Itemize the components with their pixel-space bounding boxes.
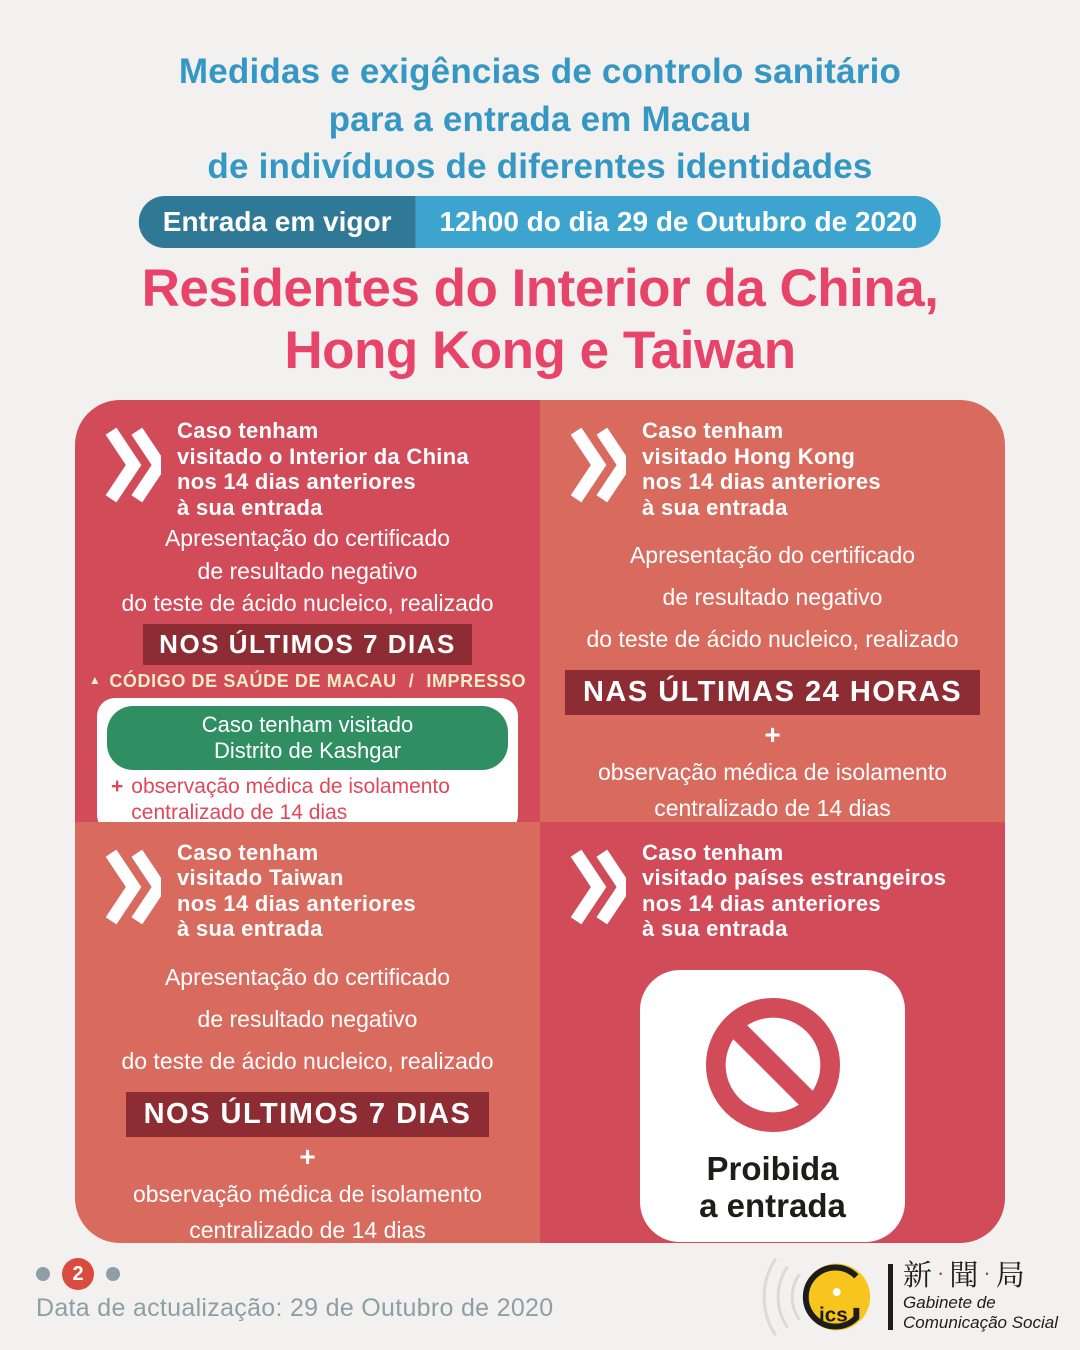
card-heading-line: visitado países estrangeiros (642, 865, 947, 891)
card-heading-line: Caso tenham (177, 839, 319, 865)
logo-latin-line: Comunicação Social (903, 1312, 1058, 1332)
kashgar-note (107, 774, 508, 822)
double-chevron-icon (103, 422, 161, 508)
card-heading-line: visitado Taiwan (177, 865, 344, 891)
requirements-grid (75, 400, 1005, 1243)
kashgar-note-text (131, 774, 450, 822)
card-body-line: do teste de ácido nucleico, realizado (586, 626, 959, 653)
card-body-line: de resultado negativo (197, 1005, 418, 1032)
card-body-line: do teste de ácido nucleico, realizado (121, 1047, 494, 1074)
health-code-suffix: IMPRESSO (426, 671, 527, 692)
effective-date-label: Entrada em vigor (139, 196, 416, 248)
card-heading-line: Caso tenham (642, 839, 784, 865)
entry-prohibited-line: a entrada (699, 1186, 846, 1224)
page-indicator (36, 1258, 120, 1290)
logo-text (903, 1261, 1058, 1333)
card-hong-kong (540, 400, 1005, 822)
logo-cjk-name (903, 1261, 1058, 1293)
period-tag: NAS ÚLTIMAS 24 HORAS (565, 670, 980, 715)
card-body (75, 956, 540, 1082)
entry-prohibited-text (640, 1151, 905, 1225)
audience-title-line: Hong Kong e Taiwan (284, 321, 796, 380)
effective-date-value: 12h00 do dia 29 de Outubro de 2020 (416, 196, 942, 248)
card-body-line: Apresentação do certificado (629, 542, 916, 569)
health-code-separator: / (408, 671, 415, 692)
isolation-note-line: centralizado de 14 dias (189, 1216, 426, 1243)
card-body-line: Apresentação do certificado (164, 963, 451, 990)
card-header (75, 400, 540, 520)
page-title (0, 48, 1080, 191)
card-body-line: do teste de ácido nucleico, realizado (121, 590, 494, 617)
triangle-marker-icon: ▲ (88, 673, 102, 688)
update-date-note: Data de actualização: 29 de Outubro de 2020 (36, 1294, 554, 1322)
page-title-line: Medidas e exigências de controlo sanitário (178, 52, 902, 91)
no-entry-icon (698, 990, 848, 1140)
logo-dot: · (983, 1260, 994, 1285)
kashgar-note-line: centralizado de 14 dias (131, 800, 348, 822)
entry-prohibited-line: Proibida (706, 1149, 839, 1187)
card-header (75, 822, 540, 942)
card-body (75, 522, 540, 620)
card-taiwan (75, 822, 540, 1244)
card-body-line: Apresentação do certificado (164, 525, 451, 552)
effective-date-badge (139, 196, 941, 248)
card-heading (177, 416, 469, 520)
period-tag-row (75, 624, 540, 665)
kashgar-pill (107, 706, 508, 770)
card-heading-line: à sua entrada (642, 494, 788, 520)
card-heading-line: nos 14 dias anteriores (642, 469, 881, 495)
card-heading-line: Caso tenham (642, 418, 784, 443)
gcs-logo-mark-icon (760, 1252, 878, 1342)
card-body (540, 534, 1005, 660)
kashgar-note-line: observação médica de isolamento (131, 774, 450, 798)
kashgar-box (97, 698, 518, 821)
logo-divider (888, 1264, 893, 1330)
plus-sign: + (299, 1140, 316, 1172)
page-title-line: para a entrada em Macau (328, 99, 752, 139)
period-tag: NOS ÚLTIMOS 7 DIAS (126, 1092, 490, 1137)
plus-sign: + (764, 719, 781, 751)
isolation-note-line: observação médica de isolamento (132, 1180, 483, 1207)
card-heading-line: nos 14 dias anteriores (642, 890, 881, 916)
card-heading-line: nos 14 dias anteriores (177, 890, 416, 916)
entry-prohibited-box (640, 970, 905, 1243)
isolation-note-line: centralizado de 14 dias (654, 795, 891, 822)
isolation-note (75, 1177, 540, 1243)
current-page-badge: 2 (62, 1258, 94, 1290)
logo-latin-line: Gabinete de (903, 1292, 996, 1312)
card-heading-line: visitado Hong Kong (642, 443, 856, 469)
card-body-line: de resultado negativo (662, 584, 883, 611)
health-code-label: CÓDIGO DE SAÚDE DE MACAU (109, 671, 397, 692)
card-heading (642, 838, 946, 942)
plus-sign: + (111, 774, 124, 798)
card-heading-line: à sua entrada (642, 916, 788, 942)
double-chevron-icon (568, 422, 626, 508)
health-code-row (75, 671, 540, 692)
page-title-line: de indivíduos de diferentes identidades (207, 147, 873, 187)
double-chevron-icon (568, 844, 626, 930)
gcs-logo (760, 1252, 1058, 1342)
isolation-note-line: observação médica de isolamento (597, 759, 948, 786)
kashgar-pill-line: Distrito de Kashgar (213, 737, 402, 763)
period-tag-row (540, 670, 1005, 715)
page-dot-icon (106, 1267, 120, 1281)
card-heading (177, 838, 416, 942)
kashgar-pill-line: Caso tenham visitado (201, 712, 414, 738)
card-header (540, 400, 1005, 520)
audience-title (0, 258, 1080, 382)
double-chevron-icon (103, 844, 161, 930)
card-header (540, 822, 1005, 942)
card-heading-line: visitado o Interior da China (177, 443, 469, 469)
period-tag: NOS ÚLTIMOS 7 DIAS (143, 624, 472, 665)
card-body-line: de resultado negativo (197, 557, 418, 584)
logo-cjk-char: 聞 (949, 1260, 982, 1292)
gcs-monogram: ics (819, 1303, 848, 1327)
card-heading-line: Caso tenham (177, 418, 319, 443)
card-heading (642, 416, 881, 520)
card-interior-china (75, 400, 540, 822)
logo-cjk-char: 新 (903, 1260, 936, 1292)
isolation-note (540, 755, 1005, 821)
card-heading-line: à sua entrada (177, 916, 323, 942)
period-tag-row (75, 1092, 540, 1137)
card-heading-line: nos 14 dias anteriores (177, 469, 416, 495)
page-dot-icon (36, 1267, 50, 1281)
audience-title-line: Residentes do Interior da China, (141, 259, 939, 318)
logo-cjk-char: 局 (995, 1260, 1028, 1292)
card-foreign-countries (540, 822, 1005, 1244)
card-heading-line: à sua entrada (177, 494, 323, 520)
logo-dot: · (937, 1260, 948, 1285)
